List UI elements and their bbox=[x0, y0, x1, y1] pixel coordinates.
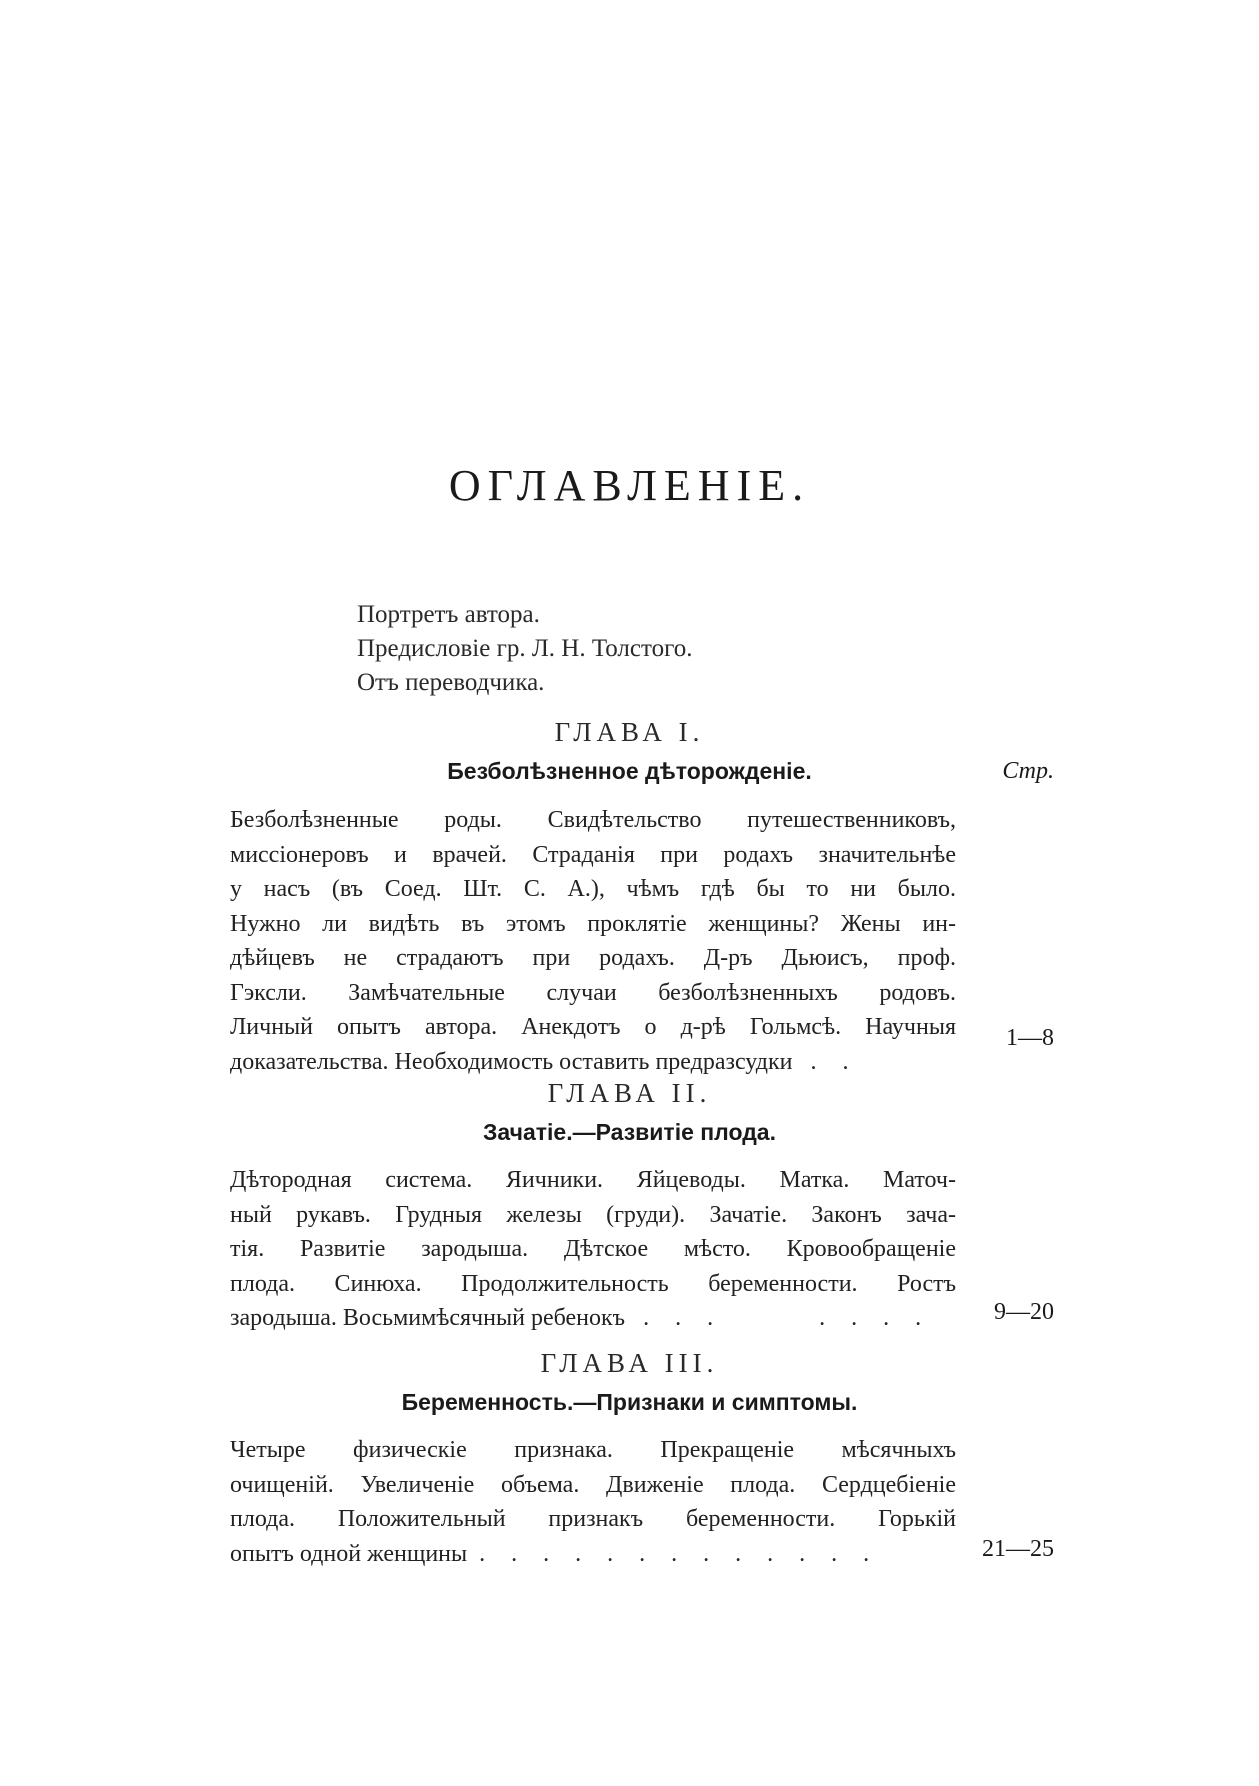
chapter-title: Зачатіе.—Развитіе плода. bbox=[483, 1119, 776, 1145]
chapter-3 bbox=[0, 1348, 1259, 1425]
front-matter-list bbox=[357, 598, 957, 700]
chapter-3-page-range: 21—25 bbox=[982, 1536, 1054, 1562]
summary-line: тія. Развитіе зародыша. Дѣтское мѣсто. Кровообращеніе bbox=[230, 1236, 956, 1262]
summary-line: ный рукавъ. Грудныя железы (груди). Зачатіе. Законъ зача- bbox=[230, 1201, 956, 1228]
leader-dots: . . bbox=[810, 1048, 859, 1075]
front-matter-item-translator: Отъ переводчика. bbox=[357, 669, 545, 696]
summary-line: плода. Синюха. Продолжительность беременности. Ростъ bbox=[230, 1270, 956, 1297]
chapter-title-row bbox=[0, 1383, 1259, 1425]
chapter-label: ГЛАВА III. bbox=[540, 1348, 719, 1378]
chapter-2-summary bbox=[230, 1163, 956, 1336]
leader-dots: . . . . . . . bbox=[643, 1305, 932, 1331]
chapter-title-row bbox=[0, 752, 1259, 794]
front-matter-item-preface: Предисловіе гр. Л. Н. Толстого. bbox=[357, 635, 693, 662]
chapter-title-row bbox=[0, 1113, 1259, 1155]
summary-line: Гэксли. Замѣчательные случаи безболѣзненныхъ родовъ. bbox=[230, 979, 956, 1006]
chapter-2 bbox=[0, 1078, 1259, 1155]
summary-line: Личный опытъ автора. Анекдотъ о д-рѣ Гольмсѣ. Научныя bbox=[230, 1014, 956, 1040]
chapter-2-page-range: 9—20 bbox=[994, 1299, 1054, 1325]
summary-line: плода. Положительный признакъ беременности. Горькій bbox=[230, 1506, 956, 1532]
summary-line: Четыре физическіе признака. Прекращеніе мѣсячныхъ bbox=[230, 1437, 956, 1463]
chapter-title: Безболѣзненное дѣторожденіе. bbox=[447, 758, 812, 784]
summary-line: дѣйцевъ не страдаютъ при родахъ. Д-ръ Дьюисъ, проф. bbox=[230, 945, 956, 971]
chapter-1-summary bbox=[230, 803, 956, 1079]
summary-last-text: доказательства. Необходимость оставить предразсудки bbox=[230, 1048, 793, 1075]
chapter-1 bbox=[0, 717, 1259, 794]
summary-last-line bbox=[230, 1537, 956, 1572]
chapter-label: ГЛАВА I. bbox=[554, 717, 705, 747]
summary-line: миссіонеровъ и врачей. Страданія при родахъ значительнѣе bbox=[230, 841, 956, 868]
summary-line: у насъ (въ Соед. Шт. С. А.), чѣмъ гдѣ бы то ни было. bbox=[230, 876, 956, 902]
summary-line: Нужно ли видѣть въ этомъ проклятіе женщины? Жены ин- bbox=[230, 910, 956, 937]
summary-last-text: зародыша. Восьмимѣсячный ребенокъ bbox=[230, 1305, 626, 1331]
summary-line: очищеній. Увеличеніе объема. Движеніе плода. Сердцебіеніе bbox=[230, 1471, 956, 1498]
chapter-label: ГЛАВА II. bbox=[547, 1078, 712, 1108]
summary-last-line bbox=[230, 1301, 956, 1336]
chapter-title: Беременность.—Признаки и симптомы. bbox=[401, 1389, 858, 1415]
summary-last-text: опытъ одной женщины bbox=[230, 1540, 468, 1567]
front-matter-item-portrait: Портретъ автора. bbox=[357, 601, 540, 628]
page-title: ОГЛАВЛЕНІЕ. bbox=[448, 461, 811, 510]
page-column-header: Стр. bbox=[1002, 758, 1054, 784]
summary-line: Дѣтородная система. Яичники. Яйцеводы. Матка. Маточ- bbox=[230, 1167, 956, 1193]
leader-dots: . . . . . . . . . . . . . bbox=[479, 1540, 880, 1567]
summary-line: Безболѣзненные роды. Свидѣтельство путешественниковъ, bbox=[230, 807, 956, 833]
chapter-3-summary bbox=[230, 1433, 956, 1571]
summary-last-line bbox=[230, 1045, 956, 1080]
chapter-1-page-range: 1—8 bbox=[1006, 1025, 1054, 1051]
